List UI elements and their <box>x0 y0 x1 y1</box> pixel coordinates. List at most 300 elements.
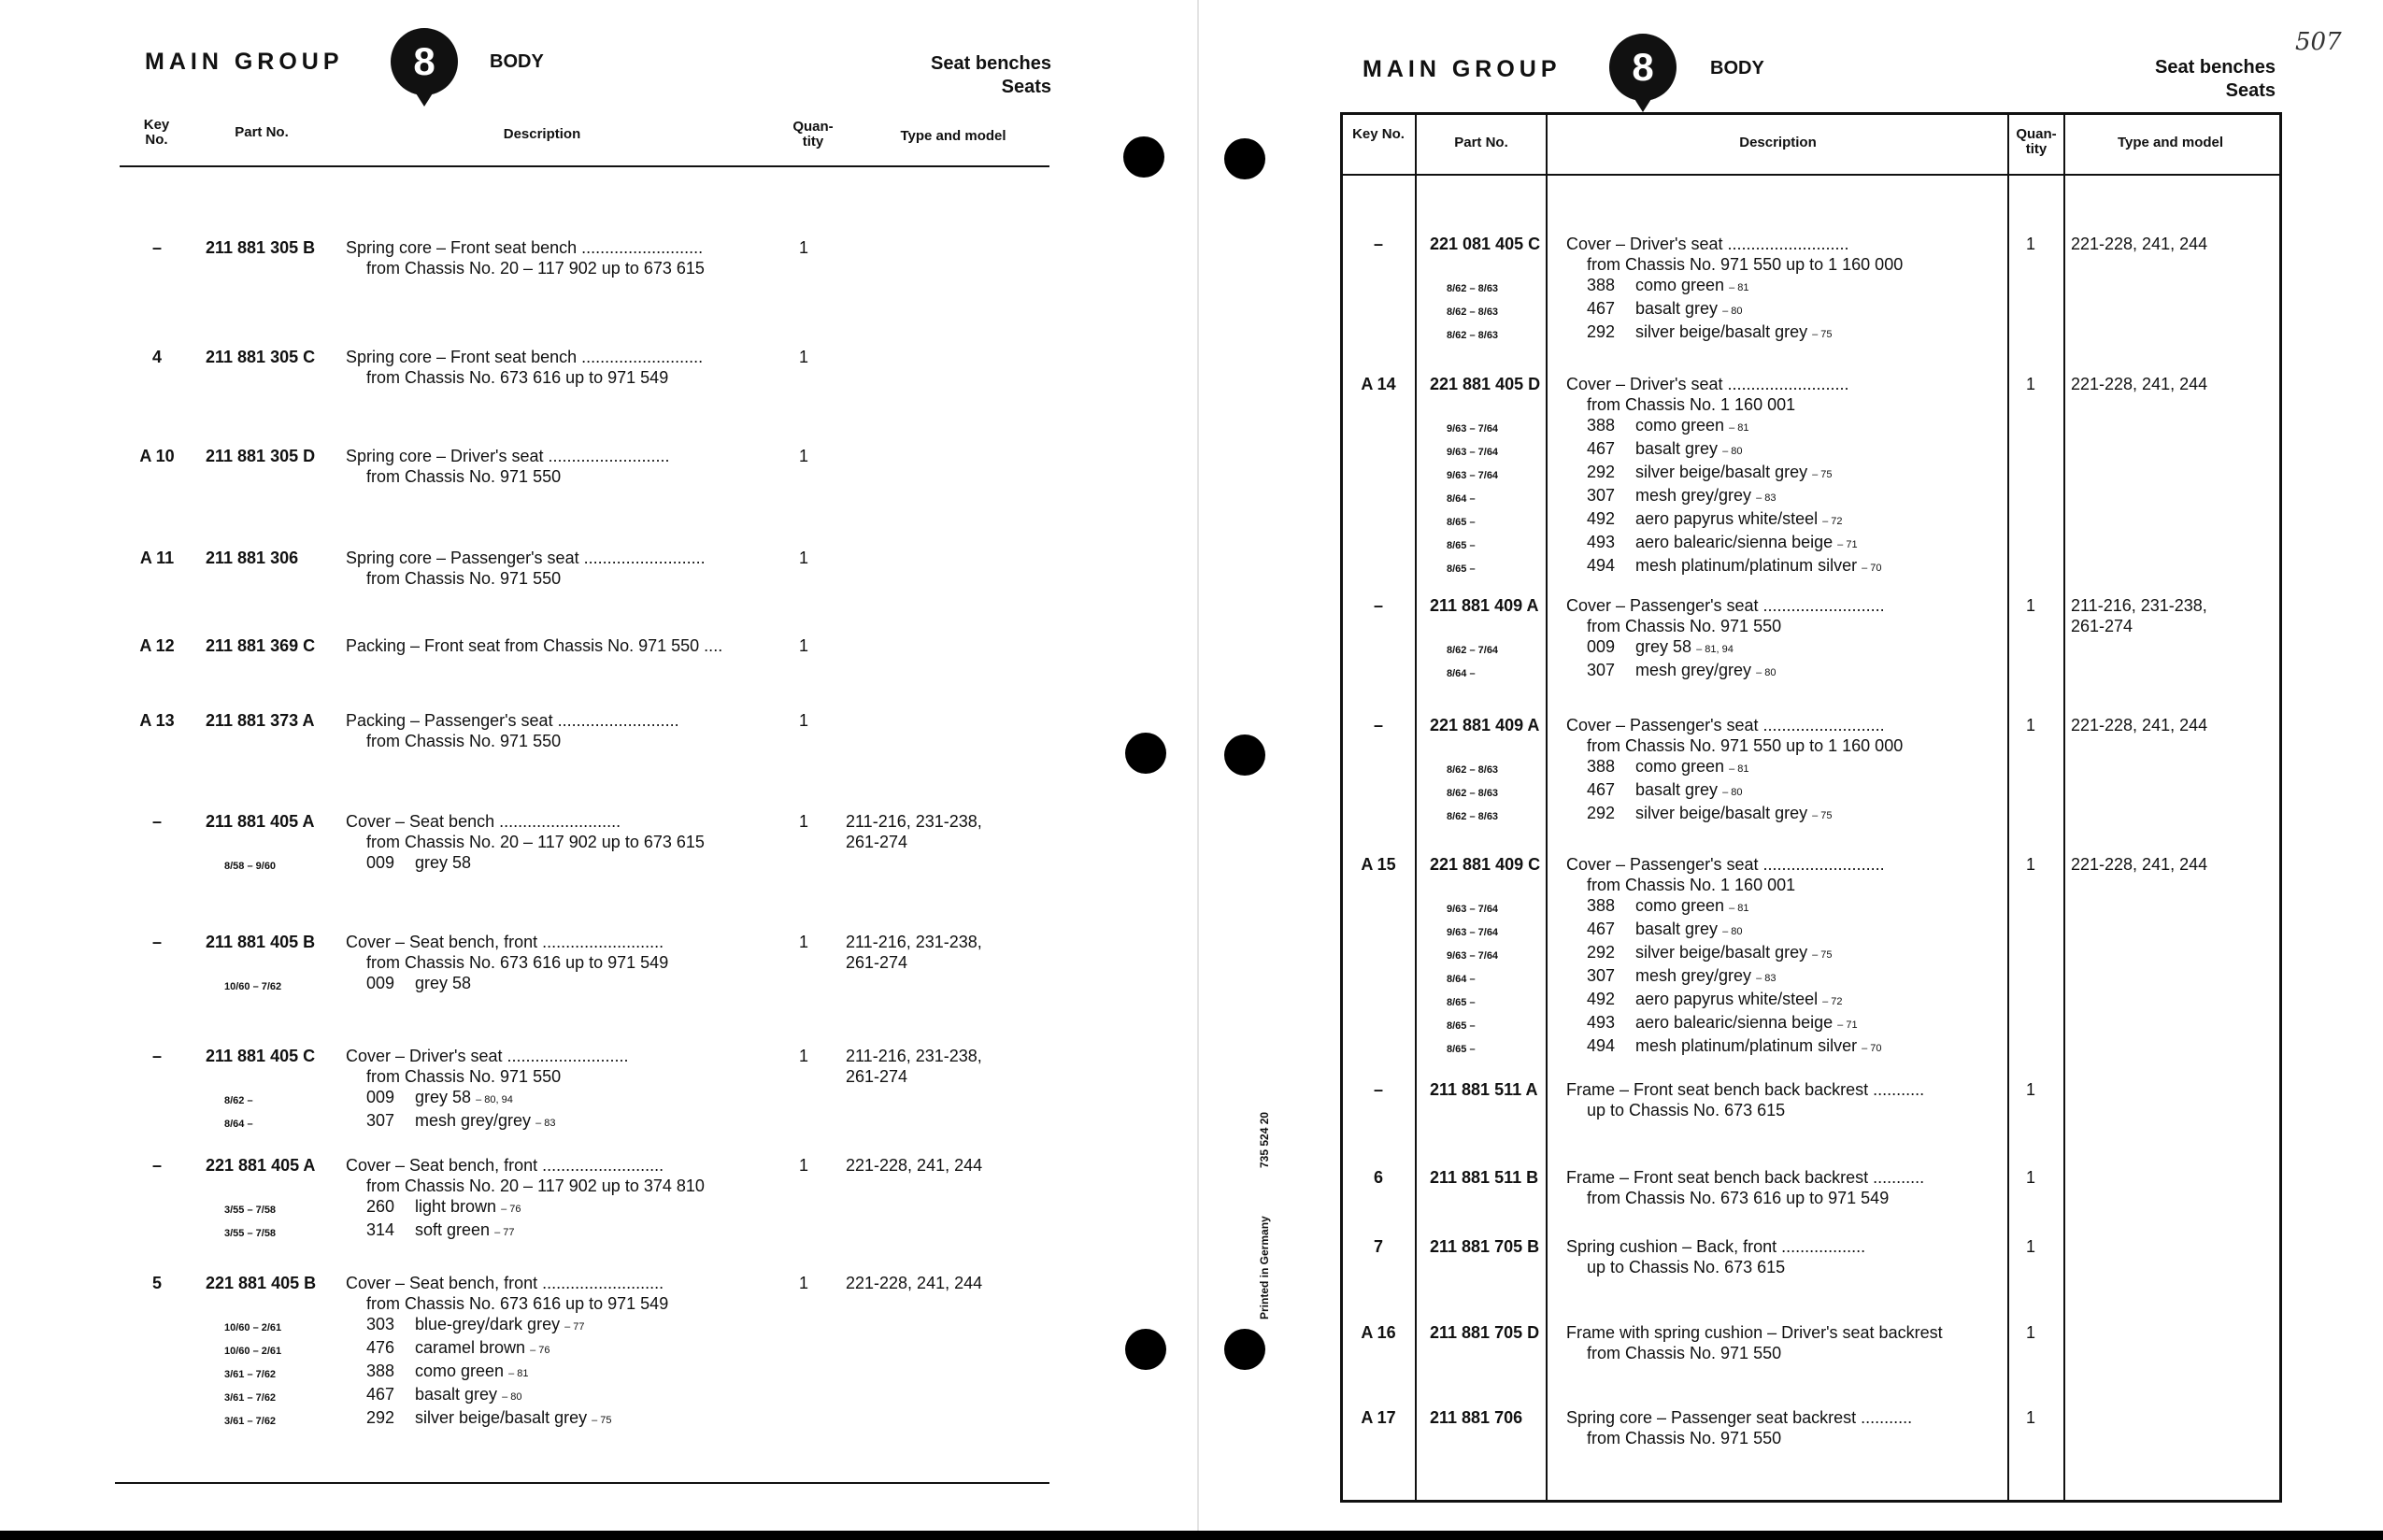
column-header-key: Key No. <box>143 117 170 148</box>
column-header-type-model: Type and model <box>900 128 1006 144</box>
color-reference: – 81 <box>508 1368 529 1379</box>
column-header-part: Part No. <box>1454 135 1508 150</box>
variant-date-range: 10/60 – 2/61 <box>224 1346 282 1357</box>
color-variant <box>1447 462 1882 485</box>
color-reference: – 77 <box>494 1227 515 1238</box>
chassis-range: from Chassis No. 971 550 <box>366 732 562 750</box>
description-text: Cover – Seat bench .......................... <box>346 812 621 831</box>
variant-date-range: 10/60 – 2/61 <box>224 1322 282 1333</box>
color-name: aero papyrus white/steel <box>1635 990 1819 1008</box>
chassis-range: from Chassis No. 971 550 up to 1 160 000 <box>1587 255 1904 274</box>
color-variant <box>1447 485 1882 508</box>
color-variant <box>224 1337 668 1361</box>
part-number: 211 881 705 D <box>1430 1323 1540 1342</box>
color-name: como green <box>1635 416 1725 435</box>
variant-date-range: 9/63 – 7/64 <box>1447 950 1499 962</box>
color-code: 292 <box>1587 804 1616 822</box>
quantity: 1 <box>799 348 809 366</box>
description-text: Spring core – Passenger seat backrest ........... <box>1566 1408 1913 1427</box>
section-title-line-1: Seat benches <box>931 53 1051 74</box>
chassis-range: from Chassis No. 20 – 117 902 up to 374 810 <box>366 1176 705 1195</box>
color-reference: – 75 <box>1812 469 1833 480</box>
key-number: – <box>1373 596 1383 615</box>
chassis-range: from Chassis No. 673 616 up to 971 549 <box>366 1294 669 1313</box>
color-code: 467 <box>366 1385 395 1404</box>
color-code: 009 <box>1587 637 1616 656</box>
color-code: 292 <box>1587 322 1616 341</box>
key-number: – <box>151 1156 162 1175</box>
variant-date-range: 9/63 – 7/64 <box>1447 904 1499 915</box>
key-number: – <box>1373 1080 1383 1099</box>
section-title <box>2047 56 2276 103</box>
chassis-range: from Chassis No. 20 – 117 902 up to 673 615 <box>366 833 705 851</box>
chassis-range: from Chassis No. 971 550 <box>366 1067 562 1086</box>
variant-date-range: 8/65 – <box>1447 563 1476 575</box>
right-page <box>1206 0 2383 1533</box>
variant-date-range: 3/55 – 7/58 <box>224 1205 277 1216</box>
chassis-range: from Chassis No. 971 550 <box>366 467 562 486</box>
color-reference: – 80 <box>1722 446 1743 457</box>
variant-date-range: 8/62 – 8/63 <box>1447 788 1499 799</box>
color-reference: – 83 <box>535 1118 556 1129</box>
color-reference: – 75 <box>1812 949 1833 961</box>
color-name: aero papyrus white/steel <box>1635 509 1819 528</box>
chassis-range: from Chassis No. 673 616 up to 971 549 <box>366 953 669 972</box>
variant-date-range: 3/61 – 7/62 <box>224 1392 277 1404</box>
description-text: Frame – Front seat bench back backrest ........... <box>1566 1168 1925 1187</box>
part-description <box>1566 1167 1924 1208</box>
part-number: 211 881 369 C <box>206 636 316 655</box>
color-variant <box>1447 508 1882 532</box>
color-reference: – 75 <box>592 1415 612 1426</box>
description-text: Packing – Front seat from Chassis No. 971 550 .... <box>346 636 723 655</box>
part-description <box>346 347 703 388</box>
description-text: Cover – Passenger's seat .......................... <box>1566 855 1885 874</box>
color-name: silver beige/basalt grey <box>1635 804 1808 822</box>
key-number: A 16 <box>1361 1323 1396 1342</box>
color-variant <box>1447 803 1903 826</box>
chassis-range: from Chassis No. 971 550 <box>1587 617 1782 635</box>
color-variant <box>1447 532 1882 555</box>
color-code: 292 <box>1587 943 1616 962</box>
color-code: 492 <box>1587 990 1616 1008</box>
color-code: 307 <box>366 1111 395 1130</box>
quantity: 1 <box>2026 1323 2036 1342</box>
color-code: 009 <box>366 974 395 992</box>
quantity: 1 <box>799 1047 809 1065</box>
section-title-line-2: Seats <box>2225 80 2276 101</box>
color-code: 292 <box>366 1408 395 1427</box>
part-number: 211 881 373 A <box>206 711 315 730</box>
color-variant <box>1447 1012 1885 1035</box>
part-number: 211 881 405 C <box>206 1047 316 1065</box>
variant-date-range: 8/64 – <box>1447 493 1476 505</box>
chassis-range: from Chassis No. 673 616 up to 971 549 <box>366 368 669 387</box>
group-name: BODY <box>1710 58 1764 78</box>
key-number: – <box>151 1047 162 1065</box>
key-number: 7 <box>1373 1237 1383 1256</box>
color-reference: – 71 <box>1837 1020 1858 1031</box>
description-text: Frame with spring cushion – Driver's seat backrest <box>1566 1323 1943 1342</box>
group-name: BODY <box>490 51 544 72</box>
chassis-range: from Chassis No. 20 – 117 902 up to 673 615 <box>366 259 705 278</box>
key-number: 6 <box>1373 1168 1383 1187</box>
section-title-line-2: Seats <box>1001 77 1051 97</box>
color-reference: – 72 <box>1822 996 1843 1007</box>
color-variant <box>1447 438 1882 462</box>
variant-date-range: 8/65 – <box>1447 997 1476 1008</box>
color-name: grey 58 <box>415 1088 472 1106</box>
quantity: 1 <box>2026 1408 2036 1427</box>
color-name: basalt grey <box>1635 439 1719 458</box>
color-name: grey 58 <box>1635 637 1692 656</box>
column-rule <box>2063 112 2065 1500</box>
key-number: – <box>1373 716 1383 734</box>
section-title <box>822 52 1051 99</box>
color-reference: – 80, 94 <box>476 1094 513 1105</box>
punch-hole <box>1125 733 1166 774</box>
color-code: 314 <box>366 1220 395 1239</box>
color-reference: – 81 <box>1729 763 1749 775</box>
part-description <box>1566 1407 1912 1448</box>
color-reference: – 83 <box>1756 973 1777 984</box>
description-text: Spring core – Passenger's seat .......................... <box>346 549 706 567</box>
header-rule <box>120 165 1049 167</box>
color-name: soft green <box>415 1220 491 1239</box>
quantity: 1 <box>2026 1080 2036 1099</box>
color-reference: – 80 <box>1722 787 1743 798</box>
color-name: grey 58 <box>415 853 472 872</box>
description-text: Cover – Seat bench, front .......................... <box>346 933 664 951</box>
color-variant <box>1447 636 1885 660</box>
part-description <box>346 548 706 589</box>
column-header-description: Description <box>1739 135 1817 150</box>
column-header-quantity: Quan- tity <box>792 119 834 150</box>
variant-date-range: 8/62 – 8/63 <box>1447 811 1499 822</box>
variant-date-range: 8/65 – <box>1447 517 1476 528</box>
color-variant <box>1447 779 1903 803</box>
color-variant <box>1447 919 1885 942</box>
part-number: 211 881 405 B <box>206 933 316 951</box>
description-text: Packing – Passenger's seat .......................... <box>346 711 679 730</box>
part-description <box>346 237 705 278</box>
color-code: 388 <box>1587 276 1616 294</box>
variant-date-range: 8/65 – <box>1447 1020 1476 1032</box>
chassis-range: from Chassis No. 673 616 up to 971 549 <box>1587 1189 1890 1207</box>
color-name: mesh platinum/platinum silver <box>1635 1036 1858 1055</box>
quantity: 1 <box>799 812 809 831</box>
color-variant <box>224 1196 705 1219</box>
variant-date-range: 8/65 – <box>1447 540 1476 551</box>
part-description <box>1566 1079 1924 1120</box>
color-variant <box>1447 965 1885 989</box>
part-description <box>1566 1236 1865 1277</box>
color-code: 494 <box>1587 1036 1616 1055</box>
description-text: Cover – Driver's seat .......................... <box>1566 375 1849 393</box>
quantity: 1 <box>799 238 809 257</box>
color-reference: – 83 <box>1756 492 1777 504</box>
key-number: 4 <box>151 348 162 366</box>
quantity: 1 <box>799 711 809 730</box>
punch-hole <box>1123 136 1164 178</box>
key-number: – <box>151 933 162 951</box>
color-variant <box>1447 275 1903 298</box>
color-code: 009 <box>366 1088 395 1106</box>
quantity: 1 <box>799 549 809 567</box>
color-name: caramel brown <box>415 1338 526 1357</box>
color-variant <box>1447 756 1903 779</box>
column-header-part: Part No. <box>235 124 289 140</box>
color-reference: – 75 <box>1812 810 1833 821</box>
color-name: mesh platinum/platinum silver <box>1635 556 1858 575</box>
chassis-range: up to Chassis No. 673 615 <box>1587 1101 1786 1119</box>
key-number: A 10 <box>139 447 175 465</box>
color-name: silver beige/basalt grey <box>1635 463 1808 481</box>
color-name: light brown <box>415 1197 497 1216</box>
color-variant <box>224 1407 668 1431</box>
key-number: A 13 <box>139 711 175 730</box>
column-rule <box>2007 112 2009 1500</box>
variant-date-range: 3/61 – 7/62 <box>224 1416 277 1427</box>
color-name: blue-grey/dark grey <box>415 1315 561 1333</box>
color-code: 388 <box>366 1362 395 1380</box>
part-number: 221 881 405 D <box>1430 375 1541 393</box>
color-code: 388 <box>1587 416 1616 435</box>
column-header-key: Key No. <box>1352 126 1405 142</box>
quantity: 1 <box>799 447 809 465</box>
color-variant <box>1447 660 1885 683</box>
part-number: 211 881 305 B <box>206 238 316 257</box>
key-number: A 12 <box>139 636 175 655</box>
color-name: grey 58 <box>415 974 472 992</box>
variant-date-range: 8/65 – <box>1447 1044 1476 1055</box>
part-number: 211 881 405 A <box>206 812 315 831</box>
part-number: 211 881 305 D <box>206 447 316 465</box>
color-name: aero balearic/sienna beige <box>1635 1013 1834 1032</box>
color-code: 492 <box>1587 509 1616 528</box>
variant-date-range: 3/61 – 7/62 <box>224 1369 277 1380</box>
quantity: 1 <box>2026 235 2036 253</box>
color-code: 388 <box>1587 896 1616 915</box>
variant-date-range: 9/63 – 7/64 <box>1447 423 1499 435</box>
part-description <box>346 446 670 487</box>
variant-date-range: 8/64 – <box>1447 974 1476 985</box>
color-code: 467 <box>1587 780 1616 799</box>
key-number: A 17 <box>1361 1408 1396 1427</box>
color-variant <box>224 1110 629 1134</box>
color-reference: – 70 <box>1862 1043 1882 1054</box>
part-number: 221 881 409 C <box>1430 855 1541 874</box>
chassis-range: up to Chassis No. 673 615 <box>1587 1258 1786 1276</box>
variant-date-range: 9/63 – 7/64 <box>1447 447 1499 458</box>
variant-date-range: 8/62 – 8/63 <box>1447 330 1499 341</box>
color-reference: – 81 <box>1729 422 1749 434</box>
quantity: 1 <box>2026 1237 2036 1256</box>
description-text: Spring core – Front seat bench .......................... <box>346 348 704 366</box>
description-text: Cover – Seat bench, front .......................... <box>346 1274 664 1292</box>
color-code: 493 <box>1587 1013 1616 1032</box>
color-variant <box>1447 1035 1885 1059</box>
color-variant <box>224 1384 668 1407</box>
color-reference: – 75 <box>1812 329 1833 340</box>
color-code: 303 <box>366 1315 395 1333</box>
quantity: 1 <box>2026 716 2036 734</box>
color-name: como green <box>1635 757 1725 776</box>
color-reference: – 80 <box>1722 306 1743 317</box>
key-number: – <box>151 238 162 257</box>
color-code: 292 <box>1587 463 1616 481</box>
color-reference: – 76 <box>501 1204 521 1215</box>
key-number: A 15 <box>1361 855 1396 874</box>
color-code: 307 <box>1587 486 1616 505</box>
footer-rule <box>115 1482 1049 1484</box>
part-number: 211 881 306 <box>206 549 299 567</box>
type-and-model: 221-228, 241, 244 <box>846 1274 983 1292</box>
color-reference: – 80 <box>502 1391 522 1403</box>
description-text: Spring core – Front seat bench .......................... <box>346 238 704 257</box>
color-name: basalt grey <box>1635 299 1719 318</box>
part-number: 221 881 405 A <box>206 1156 316 1175</box>
chassis-range: from Chassis No. 971 550 <box>1587 1344 1782 1362</box>
color-name: silver beige/basalt grey <box>1635 322 1808 341</box>
color-variant <box>1447 895 1885 919</box>
part-number: 211 881 409 A <box>1430 596 1539 615</box>
color-variant <box>1447 942 1885 965</box>
quantity: 1 <box>799 933 809 951</box>
part-description <box>346 635 722 656</box>
color-name: mesh grey/grey <box>1635 966 1752 985</box>
quantity: 1 <box>2026 596 2036 615</box>
color-code: 260 <box>366 1197 395 1216</box>
printed-in-germany-note: Printed in Germany <box>1258 1216 1271 1319</box>
column-header-type-model: Type and model <box>2117 135 2224 150</box>
quantity: 1 <box>2026 375 2036 393</box>
color-reference: – 81 <box>1729 903 1749 914</box>
color-name: aero balearic/sienna beige <box>1635 533 1834 551</box>
variant-date-range: 10/60 – 7/62 <box>224 981 282 992</box>
color-reference: – 80 <box>1756 667 1777 678</box>
chassis-range: from Chassis No. 971 550 <box>1587 1429 1782 1447</box>
variant-date-range: 8/64 – <box>1447 668 1476 679</box>
color-code: 467 <box>1587 299 1616 318</box>
color-reference: – 70 <box>1862 563 1882 574</box>
part-number: 211 881 511 A <box>1430 1080 1538 1099</box>
color-reference: – 81 <box>1729 282 1749 293</box>
page-number: 507 <box>2295 28 2342 56</box>
color-reference: – 81, 94 <box>1696 644 1734 655</box>
color-code: 388 <box>1587 757 1616 776</box>
key-number: – <box>151 812 162 831</box>
description-text: Frame – Front seat bench back backrest ........... <box>1566 1080 1925 1099</box>
type-and-model: 221-228, 241, 244 <box>2071 375 2208 393</box>
scan-bottom-edge <box>0 1531 2383 1540</box>
color-reference: – 77 <box>564 1321 585 1333</box>
part-number: 211 881 706 <box>1430 1408 1523 1427</box>
description-text: Spring cushion – Back, front .................. <box>1566 1237 1866 1256</box>
type-and-model: 221-228, 241, 244 <box>2071 716 2208 734</box>
color-reference: – 80 <box>1722 926 1743 937</box>
variant-date-range: 8/62 – 7/64 <box>1447 645 1499 656</box>
variant-date-range: 9/63 – 7/64 <box>1447 927 1499 938</box>
type-and-model: 211-216, 231-238, 261-274 <box>846 1047 982 1086</box>
part-description <box>1566 1322 1943 1363</box>
color-code: 467 <box>1587 439 1616 458</box>
color-name: mesh grey/grey <box>415 1111 532 1130</box>
color-variant <box>224 1087 629 1110</box>
chassis-range: from Chassis No. 971 550 <box>366 569 562 588</box>
page-divider <box>1197 0 1199 1533</box>
main-group-label: MAIN GROUP <box>1363 56 1562 82</box>
type-and-model: 221-228, 241, 244 <box>2071 855 2208 874</box>
quantity: 1 <box>2026 855 2036 874</box>
description-text: Cover – Driver's seat .......................... <box>1566 235 1849 253</box>
quantity: 1 <box>2026 1168 2036 1187</box>
chassis-range: from Chassis No. 1 160 001 <box>1587 395 1796 414</box>
color-code: 009 <box>366 853 395 872</box>
color-code: 307 <box>1587 966 1616 985</box>
color-variant <box>1447 989 1885 1012</box>
color-code: 467 <box>1587 920 1616 938</box>
punch-hole <box>1125 1329 1166 1370</box>
color-name: silver beige/basalt grey <box>415 1408 588 1427</box>
color-name: basalt grey <box>1635 780 1719 799</box>
type-and-model: 211-216, 231-238, 261-274 <box>846 812 982 851</box>
color-variant <box>1447 555 1882 578</box>
color-variant <box>1447 321 1903 345</box>
color-variant <box>224 1314 668 1337</box>
part-description <box>346 710 679 751</box>
type-and-model: 211-216, 231-238, 261-274 <box>2071 596 2207 635</box>
color-variant <box>224 852 705 876</box>
main-group-label: MAIN GROUP <box>145 49 344 75</box>
type-and-model: 221-228, 241, 244 <box>846 1156 983 1175</box>
key-number: 5 <box>151 1274 162 1292</box>
color-name: mesh grey/grey <box>1635 661 1752 679</box>
color-name: silver beige/basalt grey <box>1635 943 1808 962</box>
type-and-model: 211-216, 231-238, 261-274 <box>846 933 982 972</box>
part-number: 221 081 405 C <box>1430 235 1541 253</box>
color-code: 494 <box>1587 556 1616 575</box>
column-header-quantity: Quan- tity <box>2016 126 2057 157</box>
part-number: 211 881 511 B <box>1430 1168 1539 1187</box>
color-code: 307 <box>1587 661 1616 679</box>
variant-date-range: 8/62 – 8/63 <box>1447 307 1499 318</box>
print-code: 735 524 20 <box>1258 1111 1271 1168</box>
part-number: 221 881 409 A <box>1430 716 1540 734</box>
color-variant <box>1447 415 1882 438</box>
table-header-rule <box>1340 174 2279 176</box>
description-text: Cover – Passenger's seat .......................... <box>1566 716 1885 734</box>
description-text: Cover – Passenger's seat .......................... <box>1566 596 1885 615</box>
column-header-description: Description <box>503 126 581 142</box>
part-number: 211 881 705 B <box>1430 1237 1540 1256</box>
color-name: basalt grey <box>415 1385 498 1404</box>
part-number: 221 881 405 B <box>206 1274 317 1292</box>
color-code: 493 <box>1587 533 1616 551</box>
section-title-line-1: Seat benches <box>2155 57 2276 78</box>
color-variant <box>224 1219 705 1243</box>
color-variant <box>1447 298 1903 321</box>
column-rule <box>1415 112 1417 1500</box>
part-number: 211 881 305 C <box>206 348 316 366</box>
main-group-number-badge: 8 <box>391 28 458 95</box>
variant-date-range: 9/63 – 7/64 <box>1447 470 1499 481</box>
quantity: 1 <box>799 1274 809 1292</box>
color-variant <box>224 973 668 996</box>
quantity: 1 <box>799 636 809 655</box>
key-number: – <box>1373 235 1383 253</box>
type-and-model: 221-228, 241, 244 <box>2071 235 2208 253</box>
